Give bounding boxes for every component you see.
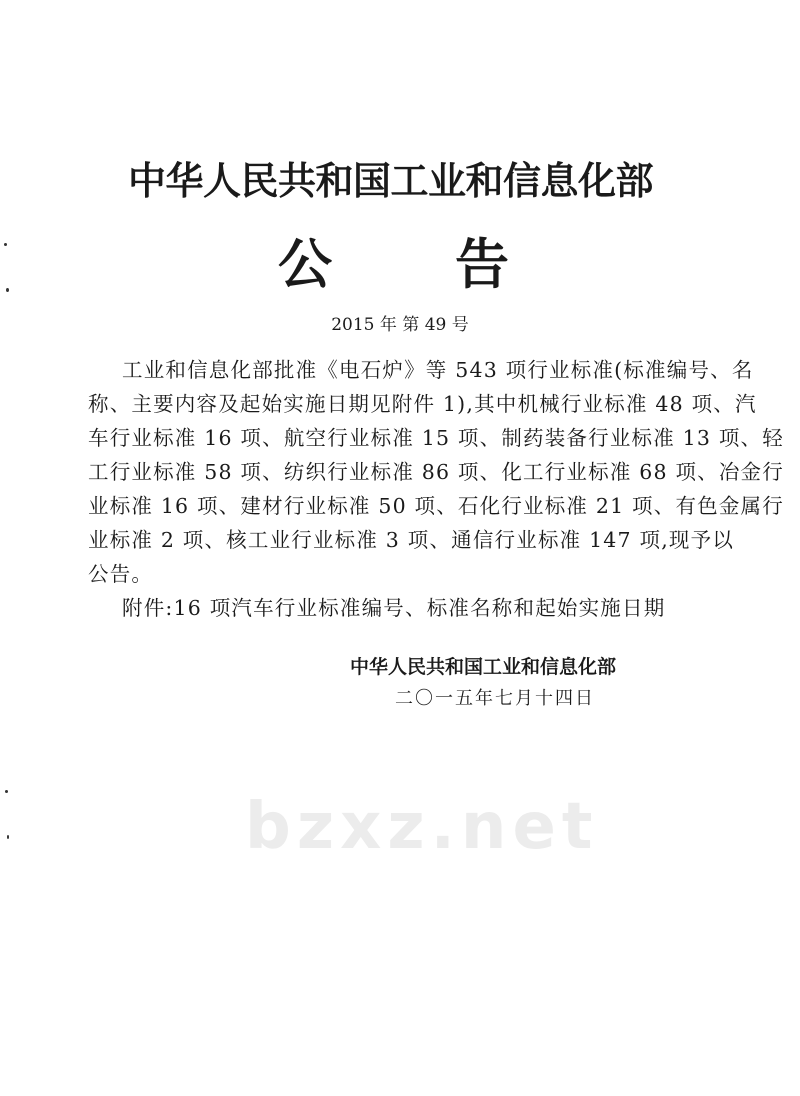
body-line: 业标准 2 项、核工业行业标准 3 项、通信行业标准 147 项,现予以 — [88, 528, 735, 552]
watermark: bzxz.net — [245, 790, 599, 864]
issuer-title: 中华人民共和国工业和信息化部 — [128, 158, 654, 203]
signature-date: 二〇一五年七月十四日 — [395, 688, 595, 709]
scan-speck — [7, 835, 9, 839]
attachment-line: 附件:16 项汽车行业标准编号、标准名称和起始实施日期 — [122, 596, 666, 620]
scan-speck — [4, 243, 7, 246]
document-number: 2015 年 第 49 号 — [331, 315, 469, 335]
body-line: 工业和信息化部批准《电石炉》等 543 项行业标准(标准编号、名 — [122, 358, 754, 382]
announcement-heading-char-1: 公 — [278, 232, 332, 296]
body-line: 业标准 16 项、建材行业标准 50 项、石化行业标准 21 项、有色金属行 — [88, 494, 784, 518]
signature-issuer: 中华人民共和国工业和信息化部 — [350, 656, 617, 678]
body-line: 工行业标准 58 项、纺织行业标准 86 项、化工行业标准 68 项、冶金行 — [88, 460, 784, 484]
scan-speck — [6, 288, 9, 292]
scan-speck — [5, 790, 8, 793]
announcement-heading-char-2: 告 — [455, 232, 509, 296]
body-line: 公告。 — [88, 562, 154, 586]
body-line: 称、主要内容及起始实施日期见附件 1),其中机械行业标准 48 项、汽 — [88, 392, 757, 416]
body-line: 车行业标准 16 项、航空行业标准 15 项、制药装备行业标准 13 项、轻 — [88, 426, 784, 450]
